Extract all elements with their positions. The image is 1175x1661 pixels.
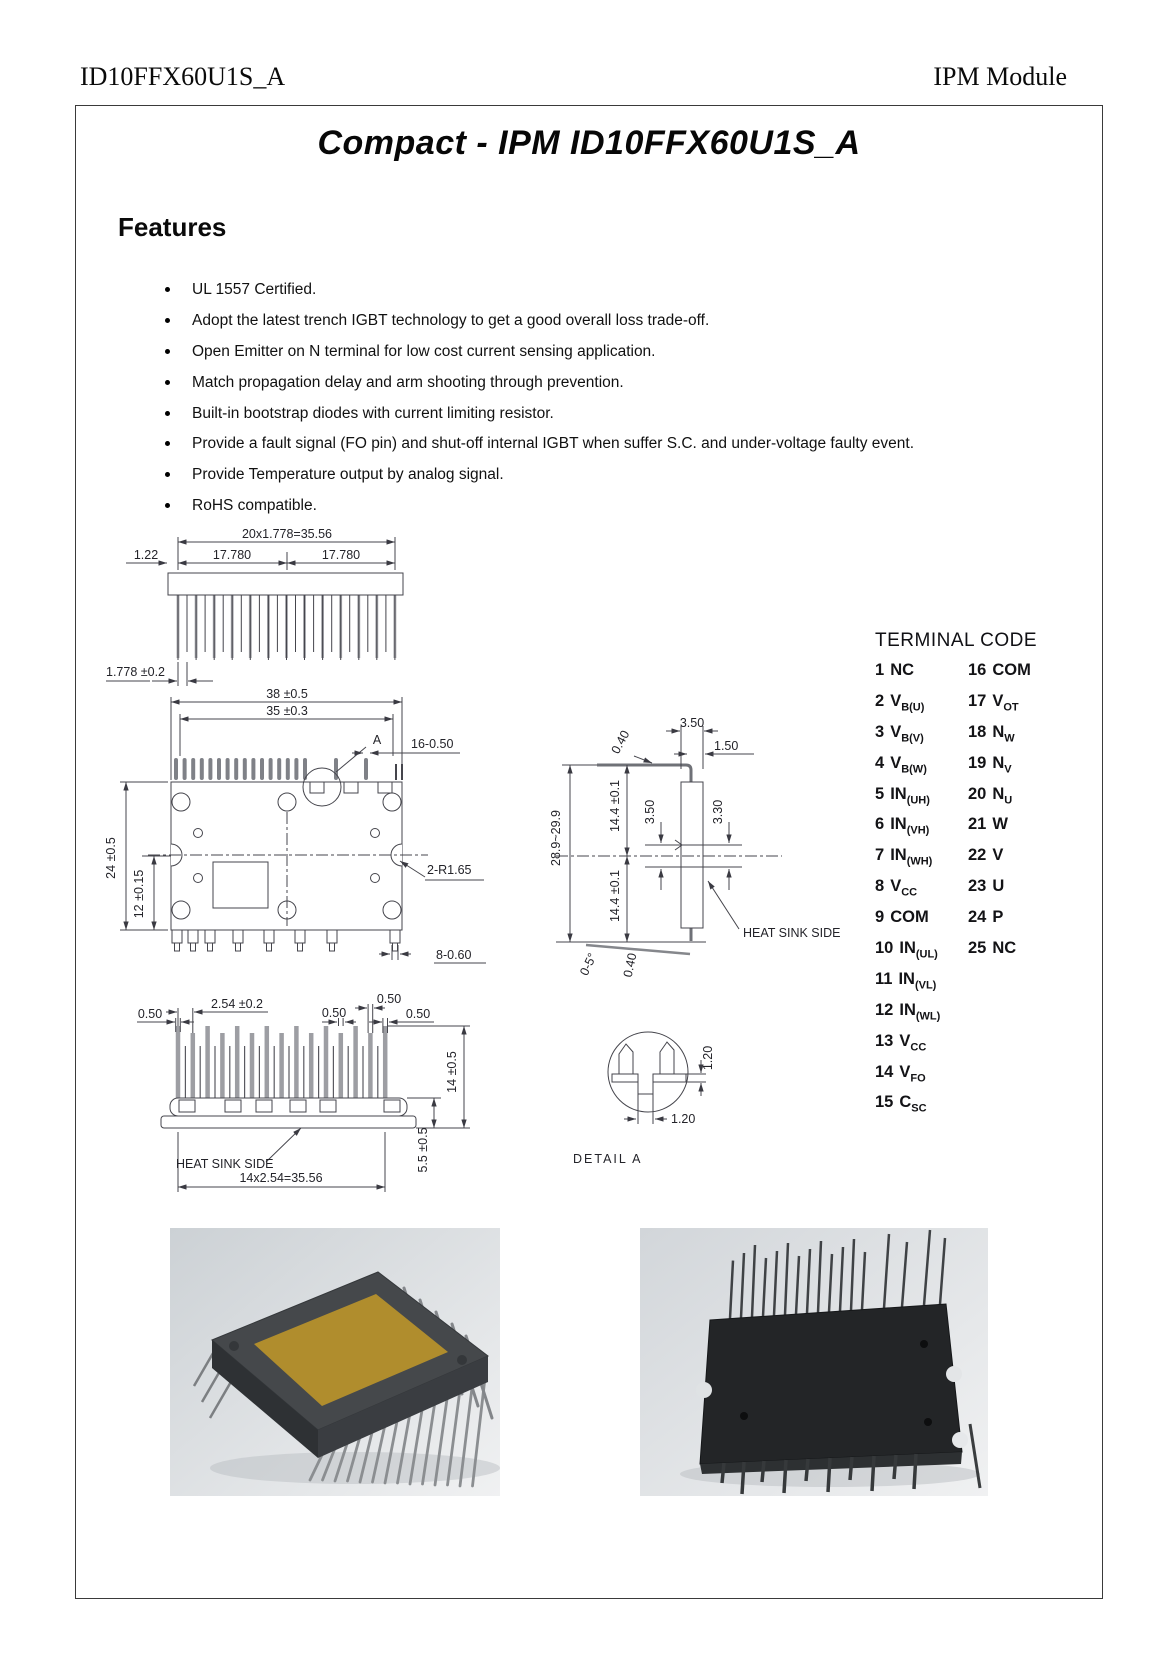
dim-overall-width: 38 ±0.5: [266, 687, 308, 701]
drawing-heatsink-view: [137, 992, 470, 1192]
detail-a-caption: DETAIL A: [573, 1152, 643, 1166]
side-view-geometry: [556, 726, 782, 954]
feature-item: Match propagation delay and arm shooting through prevention.: [162, 374, 914, 405]
terminal-item: 23 U: [968, 877, 1005, 896]
module-hole: [229, 1341, 239, 1351]
dim-lower-half: 14.4 ±0.1: [608, 869, 622, 923]
heatsink-pins-front: [178, 1026, 385, 1098]
doc-part-number: ID10FFX60U1S_A: [80, 62, 286, 91]
dim-upper-half: 14.4 ±0.1: [608, 779, 622, 833]
heat-sink-side-label-2: HEAT SINK SIDE: [176, 1157, 274, 1171]
features-heading: Features: [118, 212, 227, 242]
terminal-item: 3 $V_{B(V)}$: [875, 722, 924, 745]
module-photo-angled: [170, 1228, 500, 1496]
terminal-item: 19 $N_V$: [968, 753, 1012, 775]
page-title: Compact - IPM ID10FFX60U1S_A: [317, 124, 861, 162]
detail-dim-side: 1.20: [701, 1045, 715, 1071]
feature-item: UL 1557 Certified.: [162, 281, 914, 312]
terminal-item: 24 P: [968, 908, 1004, 927]
dim-pin-width-c: 0.50: [376, 992, 402, 1006]
terminal-item: 13 $V_{CC}$: [875, 1031, 927, 1053]
heat-sink-side-label: HEAT SINK SIDE: [743, 926, 841, 940]
terminal-item: 22 V: [968, 846, 1004, 865]
dim-span-right: 17.780: [321, 548, 361, 562]
doc-type: IPM Module: [933, 62, 1067, 91]
terminal-item: 14 $V_{FO}$: [875, 1062, 926, 1084]
module-edge-notch: [952, 1432, 968, 1448]
drawing-side-view: [549, 716, 840, 979]
dim-base-height: 5.5 ±0.5: [416, 1127, 430, 1173]
module-hole: [740, 1412, 748, 1420]
terminal-item: 8 $V_{CC}$: [875, 877, 918, 899]
dim-lead-thickness-2: 0.40: [620, 951, 640, 979]
module-hole: [457, 1355, 467, 1365]
module-edge-notch: [946, 1366, 962, 1382]
terminal-item: 21 W: [968, 815, 1008, 834]
drawing-detail-a: [573, 1032, 715, 1166]
terminal-item: 25 NC: [968, 939, 1017, 958]
terminal-item: 5 $IN_{(UH)}$: [875, 784, 930, 806]
detail-a-geometry: [608, 1032, 706, 1124]
terminal-item: 18 $N_W$: [968, 722, 1015, 745]
terminal-item: 7 $IN_{(WH)}$: [875, 846, 933, 868]
detail-dim-bottom: 1.20: [671, 1112, 696, 1126]
dim-pin-pitch: 1.778 ±0.2: [106, 665, 165, 679]
dim-hole-offset: 12 ±0.15: [132, 869, 146, 919]
feature-item: Open Emitter on N terminal for low cost current sensing application.: [162, 343, 914, 374]
terminal-item: 2 $V_{B(U)}$: [875, 691, 925, 714]
dim-pitch-total: 14x2.54=35.56: [239, 1171, 323, 1185]
dim-pin-width: 16-0.50: [411, 737, 454, 751]
dim-span-left: 17.780: [212, 548, 252, 562]
terminal-item: 11 $IN_{(VL)}$: [875, 969, 937, 992]
dim-pin-height: 14 ±0.5: [445, 1051, 459, 1093]
dim-top-width: 3.50: [679, 716, 705, 730]
dim-lead-angle: 0-5°: [577, 950, 600, 978]
feature-item: Provide Temperature output by analog signal.: [162, 466, 914, 497]
dim-pin-pitch: 2.54 ±0.2: [210, 997, 264, 1011]
dim-corner-radius: 2-R1.65: [427, 863, 472, 877]
drawing-front-view: [106, 527, 403, 686]
terminal-item: 17 $V_{OT}$: [968, 691, 1019, 714]
dim-recess-right: 3.30: [711, 799, 725, 825]
dim-bottom-pin-width: 8-0.60: [436, 948, 472, 962]
dim-pin-width-a: 0.50: [137, 1007, 163, 1021]
dim-lead-thickness: 0.40: [608, 728, 633, 757]
terminal-code-title: TERMINAL CODE: [875, 630, 1038, 651]
dim-overall-height: 28.9~29.9: [549, 810, 563, 866]
feature-item: Provide a fault signal (FO pin) and shut-off internal IGBT when suffer S.C. and under-voltage faulty event.: [162, 435, 914, 466]
terminal-item: 1 NC: [875, 661, 915, 679]
detail-a-marker: A: [372, 733, 382, 747]
drawing-top-view: [104, 687, 486, 963]
dim-recess-left: 3.50: [643, 799, 657, 825]
terminal-item: 15 $C_{SC}$: [875, 1093, 927, 1115]
terminal-item: 4 $V_{B(W)}$: [875, 753, 927, 775]
dim-pin-width-d: 0.50: [405, 1007, 431, 1021]
dim-pin-width-b: 0.50: [321, 1006, 347, 1020]
module-bottom-plate: [700, 1304, 962, 1464]
dim-pin-offset: 1.50: [714, 739, 739, 753]
module-hole: [924, 1418, 932, 1426]
dim-body-width: 35 ±0.3: [266, 704, 308, 718]
feature-item: RoHS compatible.: [162, 497, 914, 528]
dim-overall-depth: 24 ±0.5: [104, 837, 118, 879]
module-hole: [920, 1340, 928, 1348]
terminal-item: 12 $IN_{(WL)}$: [875, 1000, 941, 1023]
dim-left-offset: 1.22: [133, 548, 159, 562]
dim-pin-span: 20x1.778=35.56: [241, 527, 333, 541]
feature-item: Adopt the latest trench IGBT technology to get a good overall loss trade-off.: [162, 312, 914, 343]
terminal-item: 9 COM: [875, 908, 929, 927]
terminal-item: 6 $IN_{(VH)}$: [875, 815, 930, 837]
terminal-item: 10 $IN_{(UL)}$: [875, 939, 938, 961]
module-edge-notch: [696, 1382, 712, 1398]
terminal-item: 16 COM: [968, 661, 1031, 679]
module-photo-bottom: [640, 1228, 988, 1496]
terminal-item: 20 $N_U$: [968, 784, 1013, 806]
feature-item: Built-in bootstrap diodes with current limiting resistor.: [162, 405, 914, 436]
